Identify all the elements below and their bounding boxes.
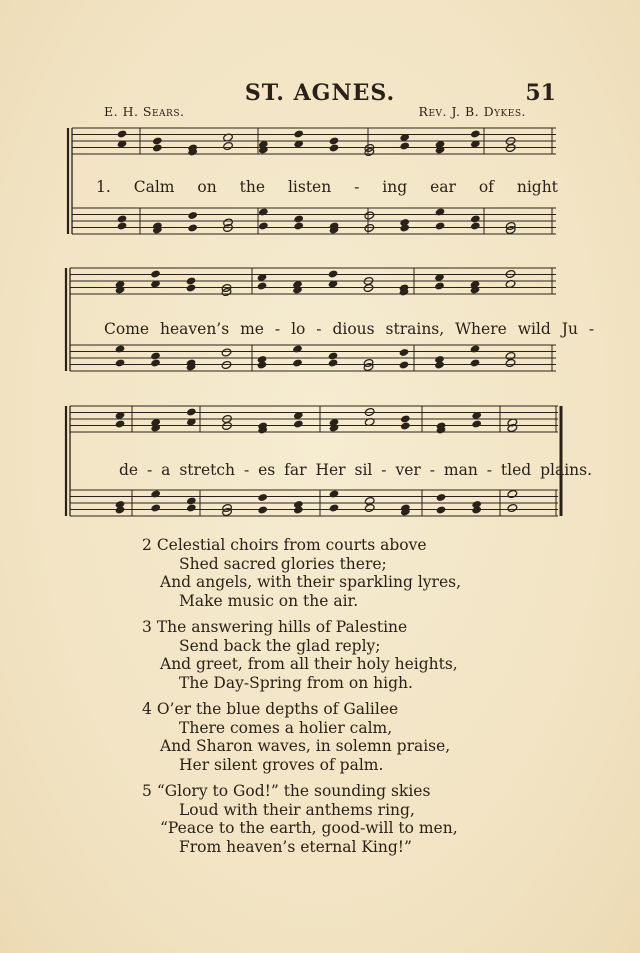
note-head	[470, 358, 481, 367]
stanza-number: 2	[142, 536, 152, 554]
verse-line: Celestial choirs from courts above	[156, 536, 427, 554]
note-head	[436, 505, 447, 514]
note-head	[400, 414, 411, 423]
verse-line: Send back the glad reply;	[179, 636, 381, 655]
note-head	[150, 351, 161, 360]
verse-line: The answering hills of Palestine	[156, 618, 408, 636]
note-head	[470, 344, 481, 353]
note-head	[221, 287, 232, 296]
verses-block	[142, 536, 461, 864]
note-head	[115, 344, 126, 353]
lyricist-credit: E. H. Sears.	[104, 104, 185, 119]
note-head	[187, 223, 198, 232]
verse-line: And greet, from all their holy heights,	[160, 655, 458, 673]
lyric-line-3: de - a stretch - es far Her sil - ver - man - tled plains.	[119, 461, 593, 479]
note-head	[470, 221, 481, 230]
note-head	[328, 358, 339, 367]
note-head	[186, 496, 197, 505]
note-head	[329, 503, 340, 512]
verse-line: Make music on the air.	[179, 591, 359, 610]
note-head	[400, 421, 411, 430]
note-head	[436, 493, 447, 502]
page-number: 51	[525, 80, 556, 106]
note-head	[223, 141, 234, 150]
verse-line: And Sharon waves, in solemn praise,	[160, 737, 451, 755]
note-head	[399, 360, 410, 369]
verse-line: Loud with their anthems ring,	[179, 800, 415, 819]
note-head	[115, 419, 126, 428]
verse-line: O’er the blue depths of Galilee	[156, 700, 399, 718]
note-head	[117, 214, 128, 223]
stanza-number: 3	[142, 618, 152, 636]
note-head	[117, 129, 128, 138]
stanza-5	[142, 782, 461, 856]
verse-line: The Day-Spring from on high.	[179, 673, 413, 692]
note-head	[293, 129, 304, 138]
verse-line: “Glory to God!” the sounding skies	[156, 782, 431, 800]
note-head	[329, 143, 340, 152]
note-head	[328, 269, 339, 278]
note-head	[150, 503, 161, 512]
note-head	[222, 507, 233, 516]
note-head	[152, 143, 163, 152]
note-head	[186, 407, 197, 416]
note-head	[329, 136, 340, 145]
stanza-number: 5	[142, 782, 152, 800]
note-head	[257, 493, 268, 502]
note-head	[505, 358, 516, 367]
note-head	[293, 221, 304, 230]
note-head	[470, 129, 481, 138]
note-head	[221, 348, 232, 357]
note-head	[115, 358, 126, 367]
note-head	[150, 269, 161, 278]
note-head	[258, 221, 269, 230]
note-head	[186, 283, 197, 292]
note-head	[363, 362, 374, 371]
note-head	[364, 211, 375, 220]
note-head	[258, 207, 269, 216]
note-head	[434, 281, 445, 290]
note-head	[505, 225, 516, 234]
lyric-line-1: 1. Calm on the listen - ing ear of night	[96, 178, 558, 196]
verse-line: “Peace to the earth, good-will to men,	[160, 819, 458, 837]
stanza-2	[142, 536, 461, 610]
verse-line: And angels, with their sparkling lyres,	[160, 573, 461, 591]
stanza-4	[142, 700, 461, 774]
note-head	[364, 147, 375, 156]
verse-line: From heaven’s eternal King!”	[179, 837, 412, 856]
verse-line: Her silent groves of palm.	[179, 755, 384, 774]
note-head	[399, 141, 410, 150]
note-head	[117, 221, 128, 230]
note-head	[292, 344, 303, 353]
note-head	[507, 503, 518, 512]
note-head	[150, 489, 161, 498]
note-head	[257, 281, 268, 290]
verse-line: There comes a holier calm,	[179, 718, 393, 737]
note-head	[399, 348, 410, 357]
note-head	[150, 358, 161, 367]
note-head	[364, 503, 375, 512]
note-head	[257, 505, 268, 514]
note-head	[435, 207, 446, 216]
note-head	[293, 214, 304, 223]
note-head	[186, 276, 197, 285]
note-head	[329, 489, 340, 498]
note-head	[186, 503, 197, 512]
note-head	[328, 351, 339, 360]
note-head	[435, 221, 446, 230]
verse-line: Shed sacred glories there;	[179, 554, 387, 573]
stanza-3	[142, 618, 461, 692]
lyric-line-2: Come heaven’s me - lo - dious strains, Where wild Ju -	[104, 320, 595, 338]
note-head	[293, 419, 304, 428]
note-head	[152, 136, 163, 145]
composer-credit: Rev. J. B. Dykes.	[418, 104, 526, 119]
note-head	[470, 214, 481, 223]
note-head	[187, 211, 198, 220]
hymn-title: ST. AGNES.	[244, 80, 396, 106]
note-head	[507, 489, 518, 498]
stanza-number: 4	[142, 700, 152, 718]
note-head	[471, 419, 482, 428]
note-head	[292, 358, 303, 367]
